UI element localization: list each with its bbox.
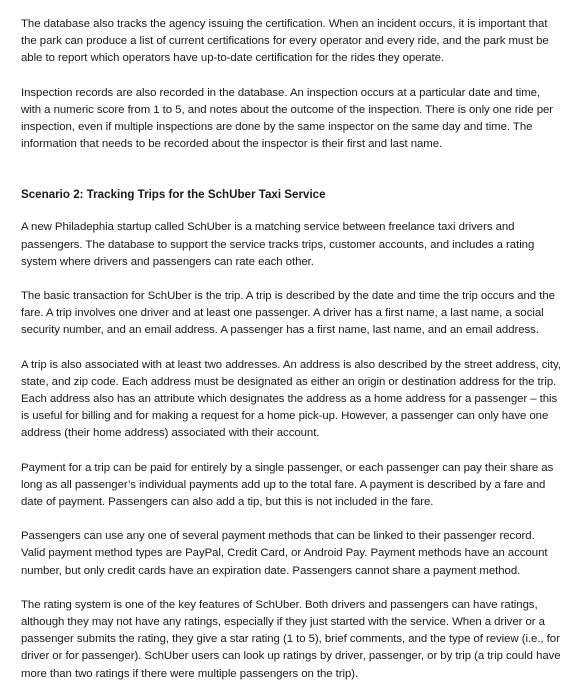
- scenario-heading: Scenario 2: Tracking Trips for the SchUber Taxi Service: [21, 188, 326, 202]
- document-page: [21, 16, 561, 683]
- paragraph-rating-system: The rating system is one of the key features of SchUber. Both drivers and passengers can have ratings, although they may not have any ratings, especially if they just started with the service. When a driver or a passenger submits the rating, they give a star rating (1 to 5), brief comments, and the type of review (i.e., for driver or for passenger). SchUber users can look up ratings by driver, passenger, or by trip (a trip could have more than two ratings if there were multiple passengers on the trip).: [21, 598, 561, 680]
- paragraph-trip-transaction: The basic transaction for SchUber is the trip. A trip is described by the date and time the trip occurs and the fare. A trip involves one driver and at least one passenger. A driver has a first name, a last name, a social security number, and an email address. A passenger has a first name, last name, and an email address.: [21, 290, 555, 337]
- paragraph-certification-agency: The database also tracks the agency issuing the certification. When an incident occurs, it is important that the park can produce a list of current certifications for every operator and every ride, and the park must be able to report which operators have up-to-date certification for the rides they operate.: [21, 18, 549, 65]
- paragraph-startup-intro: A new Philadephia startup called SchUber is a matching service between freelance taxi drivers and passengers. The database to support the service tracks trips, customer accounts, and includes a rating system where drivers and passengers can rate each other.: [21, 221, 535, 268]
- paragraph-payment: Payment for a trip can be paid for entirely by a single passenger, or each passenger can pay their share as long as all passenger’s individual payments add up to the total fare. A payment is described by a fare and date of payment. Passengers can also add a tip, but this is not included in the fare.: [21, 461, 554, 509]
- paragraph-trip-addresses: A trip is also associated with at least two addresses. An address is also described by the street address, city, state, and zip code. Each address must be designated as either an origin or destination address for the trip. Each address also has an attribute which designates the address as a home address for a passenger – this is useful for billing and for making a request for a home pick-up. However, a passenger can only have one address (their home address) associated with their account.: [21, 358, 561, 440]
- paragraph-payment-methods: Passengers can use any one of several payment methods that can be linked to their passenger record. Valid payment method types are PayPal, Credit Card, or Android Pay. Payment methods have an account number, but only credit cards have an expiration date. Passengers cannot share a payment method.: [21, 530, 548, 577]
- paragraph-inspection-records: Inspection records are also recorded in the database. An inspection occurs at a particular date and time, with a numeric score from 1 to 5, and notes about the outcome of the inspection. There is only one ride per inspection, even if multiple inspections are done by the same inspector on the same day and time. The information that needs to be recorded about the inspector is their first and last name.: [21, 86, 554, 151]
